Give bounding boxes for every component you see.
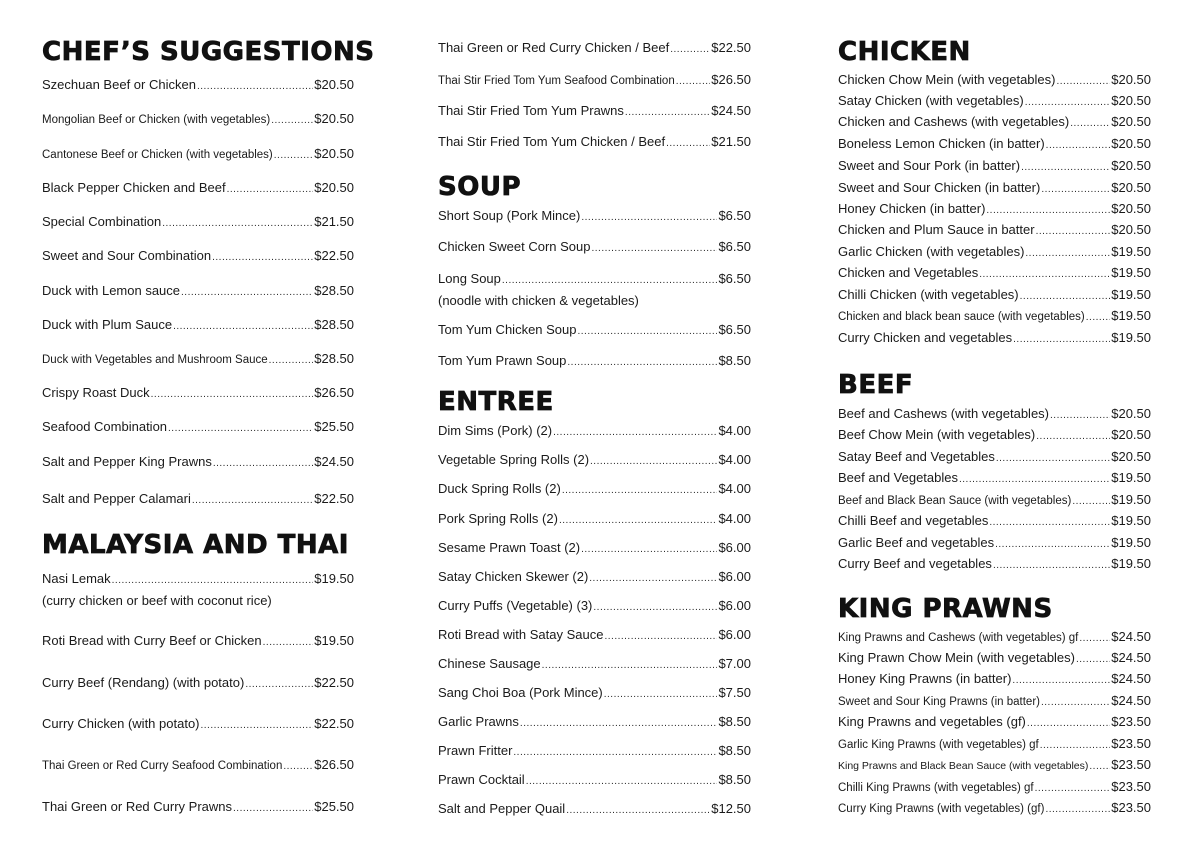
item-name: Black Pepper Chicken and Beef: [42, 180, 226, 195]
leader-dots: [1040, 738, 1111, 754]
leader-dots: [213, 456, 313, 472]
menu-item: [838, 556, 1151, 574]
item-name: Roti Bread with Curry Beef or Chicken: [42, 633, 262, 648]
menu-item: [42, 454, 354, 472]
menu-item: [42, 214, 354, 232]
leader-dots: [1046, 138, 1111, 154]
menu-item: [438, 423, 751, 441]
leader-dots: [986, 203, 1110, 219]
menu-item: [42, 351, 354, 369]
leader-dots: [274, 148, 313, 164]
menu-item: [438, 714, 751, 732]
leader-dots: [201, 718, 314, 734]
leader-dots: [989, 515, 1110, 531]
item-note: (noodle with chicken & vegetables): [438, 293, 639, 308]
item-price: $4.00: [718, 481, 751, 496]
menu-item: [438, 511, 751, 529]
menu-item: [838, 114, 1151, 132]
menu-item: [438, 40, 751, 58]
item-price: $22.50: [314, 248, 354, 263]
menu-item: [42, 111, 354, 129]
item-price: $24.50: [1111, 671, 1151, 686]
section-title-king-prawns: KING PRAWNS: [838, 594, 1053, 624]
item-price: $19.50: [1111, 535, 1151, 550]
leader-dots: [1036, 429, 1110, 445]
menu-item: [42, 675, 354, 693]
item-price: $26.50: [314, 757, 354, 772]
item-price: $20.50: [1111, 180, 1151, 195]
leader-dots: [1012, 673, 1110, 689]
item-name: Beef Chow Mein (with vegetables): [838, 427, 1036, 442]
menu-item: [838, 629, 1151, 647]
section-title-soup: SOUP: [438, 172, 521, 202]
item-name: Szechuan Beef or Chicken: [42, 77, 196, 92]
item-price: $19.50: [1111, 287, 1151, 302]
item-name: Garlic Chicken (with vegetables): [838, 244, 1025, 259]
item-name: Beef and Black Bean Sauce (with vegetables): [838, 495, 1072, 507]
item-name: King Prawn Chow Mein (with vegetables): [838, 650, 1075, 665]
leader-dots: [959, 472, 1110, 488]
leader-dots: [227, 182, 314, 198]
item-name: Salt and Pepper Calamari: [42, 491, 191, 506]
leader-dots: [604, 687, 718, 703]
leader-dots: [604, 629, 717, 645]
menu-item: [838, 513, 1151, 531]
item-name: Chilli King Prawns (with vegetables) gf: [838, 782, 1034, 794]
item-price: $19.50: [1111, 308, 1151, 323]
item-name: King Prawns and Black Bean Sauce (with vegetables): [838, 760, 1089, 772]
item-name: Prawn Fritter: [438, 743, 513, 758]
menu-item: [438, 208, 751, 226]
item-price: $7.50: [718, 685, 751, 700]
leader-dots: [566, 803, 710, 819]
item-name: Curry Beef (Rendang) (with potato): [42, 675, 245, 690]
menu-item: [838, 287, 1151, 305]
leader-dots: [1070, 116, 1110, 132]
item-name: Nasi Lemak: [42, 571, 111, 586]
leader-dots: [590, 454, 717, 470]
item-price: $7.00: [718, 656, 751, 671]
item-name: Curry King Prawns (with vegetables) (gf): [838, 803, 1045, 815]
menu-item: [838, 265, 1151, 283]
leader-dots: [269, 353, 314, 369]
item-name: Salt and Pepper King Prawns: [42, 454, 212, 469]
menu-item: [838, 93, 1151, 111]
item-price: $24.50: [1111, 650, 1151, 665]
menu-item: [838, 470, 1151, 488]
menu-item: [438, 598, 751, 616]
leader-dots: [233, 801, 313, 817]
item-name: Chilli Chicken (with vegetables): [838, 287, 1019, 302]
leader-dots: [993, 558, 1110, 574]
item-name: King Prawns and Cashews (with vegetables) gf: [838, 632, 1079, 644]
item-price: $4.00: [718, 452, 751, 467]
menu-item: [42, 491, 354, 509]
item-name: Beef and Cashews (with vegetables): [838, 406, 1050, 421]
item-name: Honey King Prawns (in batter): [838, 671, 1012, 686]
section-title-beef: BEEF: [838, 370, 914, 400]
item-note: (curry chicken or beef with coconut rice): [42, 593, 272, 608]
menu-item: [838, 72, 1151, 90]
leader-dots: [1041, 695, 1110, 711]
item-price: $20.50: [1111, 158, 1151, 173]
leader-dots: [559, 513, 718, 529]
item-price: $22.50: [314, 675, 354, 690]
item-price: $23.50: [1111, 800, 1151, 815]
menu-item: [838, 201, 1151, 219]
leader-dots: [1025, 246, 1110, 262]
leader-dots: [625, 105, 710, 121]
item-price: $22.50: [711, 40, 751, 55]
item-price: $20.50: [1111, 201, 1151, 216]
item-price: $4.00: [718, 511, 751, 526]
leader-dots: [1025, 95, 1111, 111]
item-price: $8.50: [718, 743, 751, 758]
item-price: $6.50: [718, 208, 751, 223]
leader-dots: [212, 250, 313, 266]
menu-item: [838, 671, 1151, 689]
item-price: $20.50: [1111, 406, 1151, 421]
item-price: $28.50: [314, 283, 354, 298]
section-title-chicken: CHICKEN: [838, 37, 971, 67]
leader-dots: [151, 387, 314, 403]
section-title-entree: ENTREE: [438, 387, 554, 417]
item-price: $20.50: [1111, 222, 1151, 237]
item-name: Chinese Sausage: [438, 656, 541, 671]
leader-dots: [197, 79, 313, 95]
item-price: $4.00: [718, 423, 751, 438]
leader-dots: [670, 42, 710, 58]
item-price: $23.50: [1111, 779, 1151, 794]
menu-item: [42, 385, 354, 403]
item-name: Chilli Beef and vegetables: [838, 513, 989, 528]
menu-item: [42, 317, 354, 335]
leader-dots: [1021, 160, 1110, 176]
item-name: Chicken and Vegetables: [838, 265, 979, 280]
item-name: Satay Chicken Skewer (2): [438, 569, 589, 584]
item-price: $6.00: [718, 569, 751, 584]
item-name: Thai Green or Red Curry Chicken / Beef: [438, 40, 670, 55]
item-price: $20.50: [1111, 93, 1151, 108]
item-name: Sweet and Sour Chicken (in batter): [838, 180, 1041, 195]
item-name: Sesame Prawn Toast (2): [438, 540, 581, 555]
item-name: Chicken Sweet Corn Soup: [438, 239, 591, 254]
leader-dots: [192, 493, 313, 509]
leader-dots: [676, 74, 711, 90]
item-name: Short Soup (Pork Mince): [438, 208, 581, 223]
menu-item: [438, 685, 751, 703]
menu-item: [42, 146, 354, 164]
leader-dots: [520, 716, 718, 732]
menu-item: [42, 571, 354, 609]
item-price: $6.50: [718, 322, 751, 337]
item-name: Mongolian Beef or Chicken (with vegetables): [42, 114, 271, 126]
leader-dots: [1072, 494, 1110, 510]
menu-item: [438, 322, 751, 340]
item-price: $6.00: [718, 598, 751, 613]
menu-item: [838, 158, 1151, 176]
leader-dots: [181, 285, 313, 301]
menu-item: [438, 627, 751, 645]
menu-item: [438, 103, 751, 121]
menu-item: [838, 244, 1151, 262]
section-title-malaysia-and-thai: MALAYSIA AND THAI: [42, 530, 349, 560]
item-price: $19.50: [1111, 265, 1151, 280]
item-price: $20.50: [1111, 72, 1151, 87]
leader-dots: [112, 573, 314, 589]
item-price: $22.50: [314, 491, 354, 506]
leader-dots: [593, 600, 717, 616]
item-price: $20.50: [1111, 114, 1151, 129]
item-name: Garlic Beef and vegetables: [838, 535, 995, 550]
menu-item: [438, 72, 751, 90]
item-price: $19.50: [1111, 470, 1151, 485]
item-price: $21.50: [711, 134, 751, 149]
item-price: $19.50: [1111, 513, 1151, 528]
item-name: Long Soup: [438, 271, 501, 286]
item-price: $19.50: [1111, 492, 1151, 507]
item-name: Dim Sims (Pork) (2): [438, 423, 553, 438]
item-name: Thai Green or Red Curry Seafood Combination: [42, 760, 283, 772]
leader-dots: [168, 421, 313, 437]
leader-dots: [553, 425, 717, 441]
menu-item: [838, 180, 1151, 198]
item-name: Sweet and Sour King Prawns (in batter): [838, 696, 1040, 708]
menu-item: [42, 757, 354, 775]
item-price: $25.50: [314, 419, 354, 434]
item-name: Cantonese Beef or Chicken (with vegetables): [42, 149, 273, 161]
leader-dots: [1013, 332, 1110, 348]
item-name: Beef and Vegetables: [838, 470, 958, 485]
menu-item: [438, 271, 751, 309]
item-name: Honey Chicken (in batter): [838, 201, 986, 216]
section-title-chefs-suggestions: CHEF’S SUGGESTIONS: [42, 37, 375, 67]
item-price: $6.50: [718, 271, 751, 286]
item-price: $20.50: [314, 146, 354, 161]
menu-item: [838, 779, 1151, 797]
leader-dots: [271, 113, 313, 129]
menu-item: [42, 77, 354, 95]
leader-dots: [1036, 224, 1111, 240]
item-price: $28.50: [314, 351, 354, 366]
menu-item: [838, 492, 1151, 510]
menu-item: [838, 330, 1151, 348]
menu-item: [438, 801, 751, 819]
menu-item: [838, 136, 1151, 154]
item-name: Boneless Lemon Chicken (in batter): [838, 136, 1045, 151]
leader-dots: [1027, 716, 1110, 732]
menu-item: [42, 633, 354, 651]
item-price: $23.50: [1111, 757, 1151, 772]
leader-dots: [513, 745, 717, 761]
item-price: $8.50: [718, 353, 751, 368]
item-name: Curry Puffs (Vegetable) (3): [438, 598, 593, 613]
item-name: Chicken Chow Mein (with vegetables): [838, 72, 1056, 87]
menu-item: [838, 427, 1151, 445]
menu-item: [438, 569, 751, 587]
item-price: $19.50: [1111, 556, 1151, 571]
item-name: Duck with Lemon sauce: [42, 283, 181, 298]
item-name: Chicken and black bean sauce (with vegetables): [838, 311, 1085, 323]
leader-dots: [589, 571, 717, 587]
leader-dots: [1045, 802, 1110, 818]
item-price: $8.50: [718, 714, 751, 729]
leader-dots: [578, 324, 718, 340]
menu-item: [838, 693, 1151, 711]
item-name: Curry Chicken (with potato): [42, 716, 200, 731]
item-price: $23.50: [1111, 714, 1151, 729]
leader-dots: [1079, 631, 1110, 647]
menu-item: [438, 772, 751, 790]
menu-item: [42, 419, 354, 437]
menu-item: [438, 353, 751, 371]
menu-item: [838, 714, 1151, 732]
leader-dots: [263, 635, 314, 651]
item-name: King Prawns and vegetables (gf): [838, 714, 1026, 729]
item-name: Thai Green or Red Curry Prawns: [42, 799, 233, 814]
leader-dots: [591, 241, 717, 257]
menu-item: [838, 757, 1151, 775]
menu-item: [42, 716, 354, 734]
item-name: Crispy Roast Duck: [42, 385, 150, 400]
item-name: Pork Spring Rolls (2): [438, 511, 558, 526]
item-price: $21.50: [314, 214, 354, 229]
item-price: $20.50: [1111, 449, 1151, 464]
item-name: Duck with Plum Sauce: [42, 317, 173, 332]
item-price: $25.50: [314, 799, 354, 814]
item-price: $19.50: [314, 571, 354, 586]
item-name: Duck Spring Rolls (2): [438, 481, 561, 496]
item-price: $6.50: [718, 239, 751, 254]
item-name: Satay Chicken (with vegetables): [838, 93, 1024, 108]
leader-dots: [979, 267, 1110, 283]
leader-dots: [245, 677, 313, 693]
item-price: $19.50: [1111, 244, 1151, 259]
item-name: Thai Stir Fried Tom Yum Seafood Combination: [438, 75, 675, 87]
menu-item: [838, 535, 1151, 553]
menu-item: [438, 239, 751, 257]
item-name: Thai Stir Fried Tom Yum Chicken / Beef: [438, 134, 666, 149]
menu-item: [838, 308, 1151, 326]
menu-item: [438, 540, 751, 558]
menu-item: [838, 222, 1151, 240]
menu-item: [438, 481, 751, 499]
item-name: Satay Beef and Vegetables: [838, 449, 995, 464]
item-price: $20.50: [314, 111, 354, 126]
leader-dots: [1089, 759, 1110, 775]
leader-dots: [581, 542, 717, 558]
item-name: Vegetable Spring Rolls (2): [438, 452, 590, 467]
leader-dots: [1076, 652, 1110, 668]
item-price: $26.50: [314, 385, 354, 400]
menu-item: [42, 180, 354, 198]
item-price: $20.50: [1111, 136, 1151, 151]
leader-dots: [996, 451, 1110, 467]
item-name: Garlic King Prawns (with vegetables) gf: [838, 739, 1039, 751]
menu-item: [42, 799, 354, 817]
leader-dots: [283, 759, 313, 775]
leader-dots: [173, 319, 313, 335]
item-name: Sang Choi Boa (Pork Mince): [438, 685, 603, 700]
menu-item: [42, 283, 354, 301]
item-price: $20.50: [314, 77, 354, 92]
item-price: $24.50: [711, 103, 751, 118]
item-name: Chicken and Cashews (with vegetables): [838, 114, 1070, 129]
item-price: $26.50: [711, 72, 751, 87]
item-name: Seafood Combination: [42, 419, 168, 434]
item-name: Roti Bread with Satay Sauce: [438, 627, 604, 642]
item-price: $6.00: [718, 627, 751, 642]
leader-dots: [567, 355, 717, 371]
item-price: $19.50: [314, 633, 354, 648]
menu-item: [838, 800, 1151, 818]
item-price: $24.50: [314, 454, 354, 469]
item-name: Salt and Pepper Quail: [438, 801, 566, 816]
menu-item: [838, 449, 1151, 467]
item-name: Chicken and Plum Sauce in batter: [838, 222, 1035, 237]
menu-item: [42, 248, 354, 266]
menu-item: [838, 650, 1151, 668]
item-name: Curry Beef and vegetables: [838, 556, 992, 571]
item-name: Prawn Cocktail: [438, 772, 525, 787]
leader-dots: [526, 774, 718, 790]
menu-item: [438, 134, 751, 152]
leader-dots: [562, 483, 718, 499]
item-name: Sweet and Sour Combination: [42, 248, 212, 263]
item-price: $20.50: [314, 180, 354, 195]
leader-dots: [1086, 310, 1110, 326]
leader-dots: [995, 537, 1110, 553]
item-price: $22.50: [314, 716, 354, 731]
item-name: Thai Stir Fried Tom Yum Prawns: [438, 103, 624, 118]
leader-dots: [581, 210, 717, 226]
menu-item: [438, 656, 751, 674]
item-name: Curry Chicken and vegetables: [838, 330, 1013, 345]
leader-dots: [162, 216, 313, 232]
leader-dots: [502, 273, 718, 289]
item-price: $8.50: [718, 772, 751, 787]
leader-dots: [542, 658, 718, 674]
leader-dots: [1020, 289, 1111, 305]
item-price: $12.50: [711, 801, 751, 816]
menu-item: [438, 452, 751, 470]
item-name: Tom Yum Prawn Soup: [438, 353, 567, 368]
leader-dots: [666, 136, 710, 152]
item-price: $23.50: [1111, 736, 1151, 751]
item-name: Duck with Vegetables and Mushroom Sauce: [42, 354, 268, 366]
leader-dots: [1035, 781, 1111, 797]
item-price: $19.50: [1111, 330, 1151, 345]
item-price: $28.50: [314, 317, 354, 332]
item-name: Special Combination: [42, 214, 162, 229]
menu-item: [438, 743, 751, 761]
leader-dots: [1050, 408, 1110, 424]
item-price: $24.50: [1111, 693, 1151, 708]
leader-dots: [1041, 182, 1110, 198]
menu-item: [838, 406, 1151, 424]
item-price: $24.50: [1111, 629, 1151, 644]
menu-item: [838, 736, 1151, 754]
leader-dots: [1056, 74, 1110, 90]
item-name: Garlic Prawns: [438, 714, 519, 729]
item-name: Tom Yum Chicken Soup: [438, 322, 577, 337]
item-name: Sweet and Sour Pork (in batter): [838, 158, 1021, 173]
item-price: $6.00: [718, 540, 751, 555]
item-price: $20.50: [1111, 427, 1151, 442]
